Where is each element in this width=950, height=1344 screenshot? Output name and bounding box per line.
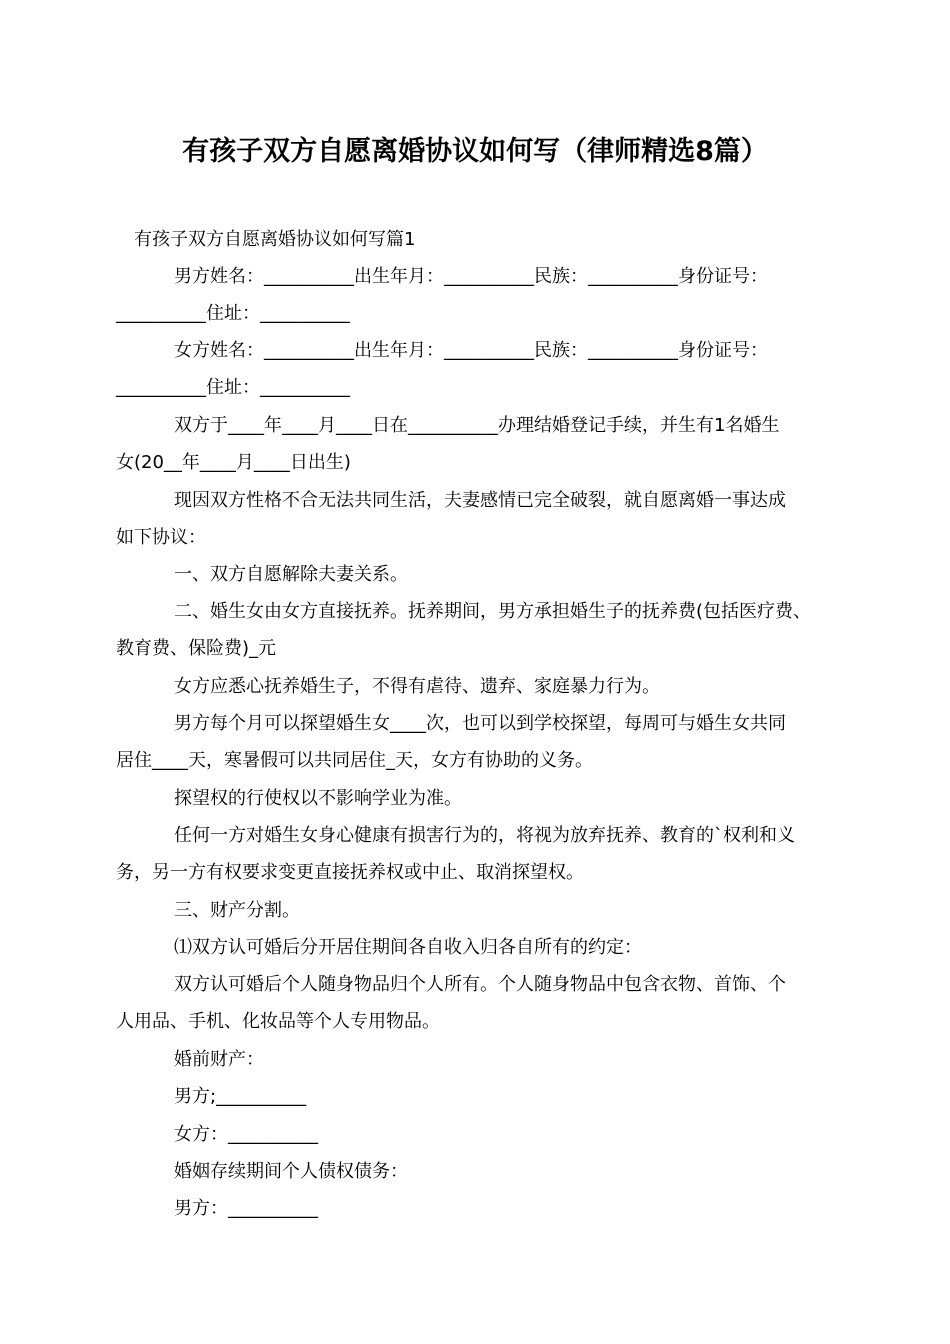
debt-heading: 婚姻存续期间个人债权债务：: [174, 1161, 408, 1182]
clause-1: 一、双方自愿解除夫妻关系。: [174, 564, 408, 585]
marriage-line-1: 双方于____年____月____日在__________办理结婚登记手续，并生有1名婚生: [174, 415, 780, 436]
marriage-line-2: 女(20__年____月____日出生): [116, 452, 351, 473]
male-info-line-2: __________住址：__________: [116, 303, 350, 324]
section-heading: 有孩子双方自愿离婚协议如何写篇1: [134, 229, 416, 250]
premarital-male: 男方;__________: [174, 1086, 307, 1107]
belongings-line-2: 人用品、手机、化妆品等个人专用物品。: [116, 1011, 440, 1032]
clause-2-line-1: 二、婚生女由女方直接抚养。抚养期间，男方承担婚生子的抚养费(包括医疗费、: [174, 601, 812, 622]
visitation-rule-line: 探望权的行使权以不影响学业为准。: [174, 788, 462, 809]
reason-line-1: 现因双方性格不合无法共同生活，夫妻感情已完全破裂，就自愿离婚一事达成: [174, 490, 786, 511]
female-info-line-1: 女方姓名：__________出生年月：__________民族：__________身份证号：: [174, 340, 768, 361]
clause-3: 三、财产分割。: [174, 900, 300, 921]
visitation-line-2: 居住____天，寒暑假可以共同居住_天，女方有协助的义务。: [116, 750, 593, 771]
female-info-line-2: __________住址：__________: [116, 377, 350, 398]
male-info-line-1: 男方姓名：__________出生年月：__________民族：__________身份证号：: [174, 266, 768, 287]
income-line: ⑴双方认可婚后分开居住期间各自收入归各自所有的约定：: [174, 937, 642, 958]
harm-line-2: 务，另一方有权要求变更直接抚养权或中止、取消探望权。: [116, 862, 584, 883]
visitation-line-1: 男方每个月可以探望婚生女____次，也可以到学校探望，每周可与婚生女共同: [174, 713, 786, 734]
harm-line-1: 任何一方对婚生女身心健康有损害行为的，将视为放弃抚养、教育的`权利和义: [174, 825, 795, 846]
belongings-line-1: 双方认可婚后个人随身物品归个人所有。个人随身物品中包含衣物、首饰、个: [174, 974, 786, 995]
document-title: 有孩子双方自愿离婚协议如何写（律师精选8篇）: [182, 136, 768, 167]
reason-line-2: 如下协议：: [116, 527, 206, 548]
clause-2-line-2: 教育费、保险费)_元: [116, 638, 277, 659]
debt-male: 男方：__________: [174, 1198, 318, 1219]
premarital-heading: 婚前财产：: [174, 1049, 264, 1070]
premarital-female: 女方：__________: [174, 1124, 318, 1145]
custody-line: 女方应悉心抚养婚生子，不得有虐待、遗弃、家庭暴力行为。: [174, 676, 660, 697]
